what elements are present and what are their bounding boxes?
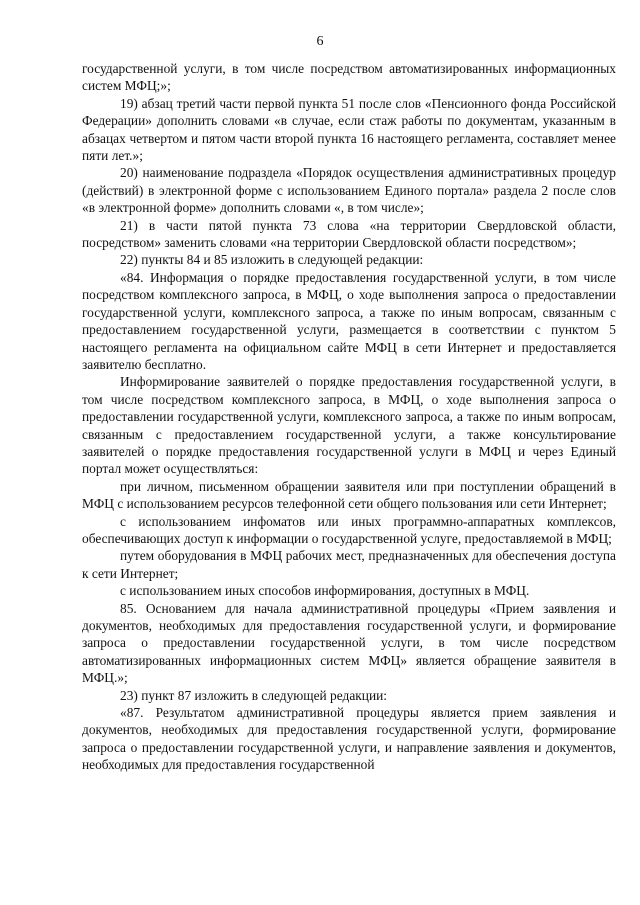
paragraph: 23) пункт 87 изложить в следующей редакции: — [120, 687, 388, 703]
paragraph: 85. Основанием для начала административной процедуры «Прием заявления и документов, необходимых для предоставления государственной услуги, и формирование запроса о предоставлении государственной услуги, в том числе посредством автоматизированных информационных систем МФЦ» является обращение заявителя в МФЦ.»; — [82, 600, 616, 686]
paragraph: путем оборудования в МФЦ рабочих мест, предназначенных для обеспечения доступа к сети Интернет; — [82, 548, 616, 581]
paragraph: «84. Информация о порядке предоставления государственной услуги, в том числе посредством комплексного запроса, в МФЦ, о ходе выполнения запроса о предоставлении государственной услуги, комплексного запроса, а также по иным вопросам, связанным с предоставлением государственной услуги, размещается в соответствии с пунктом 5 настоящего регламента на официальном сайте МФЦ в сети Интернет и предоставляется заявителю бесплатно. — [82, 269, 616, 372]
paragraph: 20) наименование подраздела «Порядок осуществления административных процедур (действий) в электронной форме с использованием Единого портала» раздела 2 после слов «в электронной форме» дополнить словами «, в том числе»; — [82, 165, 616, 216]
paragraph: Информирование заявителей о порядке предоставления государственной услуги, в том числе посредством комплексного запроса, в МФЦ, о ходе выполнения запроса о предоставлении государственной услуги, комплексного запроса, а также по иным вопросам, связанным с предоставлением государственной услуги, а также консультирование заявителей о порядке предоставления государственной услуги в МФЦ и через Единый портал может осуществляться: — [82, 374, 616, 477]
document-body — [82, 60, 616, 774]
paragraph: 22) пункты 84 и 85 изложить в следующей редакции: — [120, 252, 424, 268]
paragraph: с использованием инфоматов или иных программно-аппаратных комплексов, обеспечивающих доступ к информации о государственной услуге, предоставляемой в МФЦ; — [82, 513, 616, 546]
paragraph: 19) абзац третий части первой пункта 51 после слов «Пенсионного фонда Российской Федерации» дополнить словами «в случае, если стаж работы по документам, указанным в абзацах четвертом и пятом части второй пункта 16 настоящего регламента, составляет менее пяти лет.»; — [82, 95, 616, 164]
paragraph: государственной услуги, в том числе посредством автоматизированных информационных систем МФЦ;»; — [82, 61, 616, 94]
paragraph: с использованием иных способов информирования, доступных в МФЦ. — [120, 583, 530, 599]
paragraph: 21) в части пятой пункта 73 слова «на территории Свердловской области, посредством» заменить словами «на территории Свердловской области посредством»; — [82, 217, 616, 251]
paragraph: «87. Результатом административной процедуры является прием заявления и документов, необходимых для предоставления государственной услуги, формирование запроса о предоставлении государственной услуги, и направление заявления и документов, необходимых для предоставления государственной — [82, 705, 616, 773]
page-number: 6 — [316, 34, 324, 49]
paragraph: при личном, письменном обращении заявителя или при поступлении обращений в МФЦ с использованием ресурсов телефонной сети общего пользования или сети Интернет; — [82, 478, 616, 512]
